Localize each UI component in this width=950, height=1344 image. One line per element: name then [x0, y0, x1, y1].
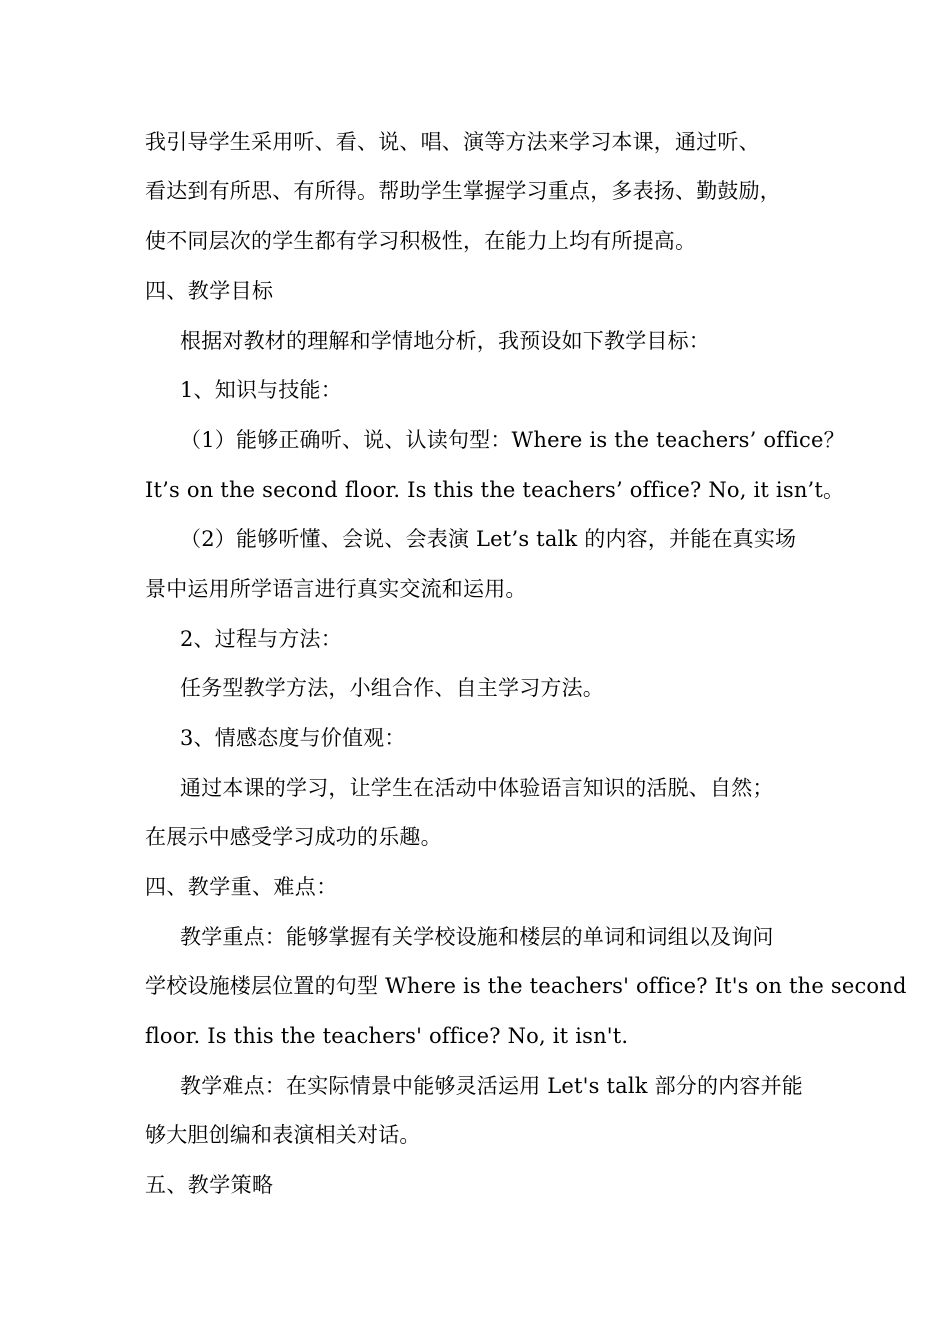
focus-line-2: 学校设施楼层位置的句型 Where is the teachers' office? It's on the second: [145, 974, 907, 998]
focus-section-title: 四、教学重、难点：: [145, 875, 338, 899]
section-4-title: 四、教学目标: [145, 279, 274, 303]
methods-line-2: 看达到有所思、有所得。帮助学生掌握学习重点，多表扬、勤鼓励，: [145, 179, 781, 203]
emotion-line-1: 通过本课的学习，让学生在活动中体验语言知识的活脱、自然；: [180, 776, 774, 800]
emotion-title: 3、情感态度与价值观：: [180, 726, 406, 750]
section-5-title: 五、教学策略: [145, 1173, 274, 1197]
knowledge-title: 1、知识与技能：: [180, 378, 342, 402]
methods-line-3: 使不同层次的学生都有学习积极性，在能力上均有所提高。: [145, 229, 697, 253]
methods-line-1: 我引导学生采用听、看、说、唱、演等方法来学习本课，通过听、: [145, 130, 760, 154]
knowledge-1-line-2: It’s on the second floor. Is this the teachers’ office? No, it isn’t。: [145, 478, 845, 502]
knowledge-2-line-1: （2）能够听懂、会说、会表演 Let’s talk 的内容，并能在真实场: [180, 527, 797, 551]
process-title: 2、过程与方法：: [180, 627, 342, 651]
focus-line-1: 教学重点：能够掌握有关学校设施和楼层的单词和词组以及询问: [180, 925, 774, 949]
focus-line-3: floor. Is this the teachers' office? No, it isn't.: [145, 1024, 629, 1048]
knowledge-1-line-1: （1）能够正确听、说、认读句型：Where is the teachers’ office？: [180, 428, 845, 452]
difficulty-line-1: 教学难点：在实际情景中能够灵活运用 Let's talk 部分的内容并能: [180, 1074, 803, 1098]
process-text: 任务型教学方法，小组合作、自主学习方法。: [180, 676, 604, 700]
emotion-line-2: 在展示中感受学习成功的乐趣。: [145, 825, 442, 849]
knowledge-2-line-2: 景中运用所学语言进行真实交流和运用。: [145, 577, 527, 601]
objectives-intro: 根据对教材的理解和学情地分析，我预设如下教学目标：: [180, 329, 710, 353]
difficulty-line-2: 够大胆创编和表演相关对话。: [145, 1123, 421, 1147]
